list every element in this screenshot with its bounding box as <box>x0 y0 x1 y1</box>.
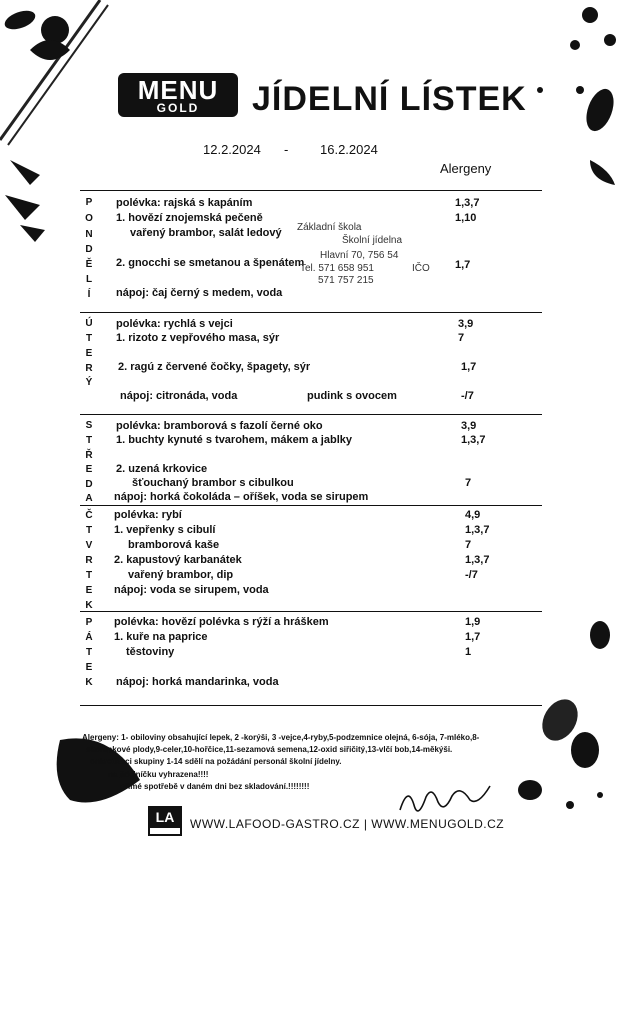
menu-item: polévka: rybí <box>114 509 182 521</box>
school-stamp-line: 571 757 215 <box>318 275 374 286</box>
signature <box>395 780 505 820</box>
allergen-codes: 1 <box>465 646 472 658</box>
day-letter: E <box>85 662 93 673</box>
day-letter: Ú <box>85 318 93 329</box>
allergen-codes: 3,9 <box>458 318 474 330</box>
menu-item: 1. buchty kynuté s tvarohem, mákem a jablky <box>116 434 352 446</box>
allergen-legend-line: Alergeny: 1- obiloviny obsahující lepek, 2 -korýši, 3 -vejce,4-ryby,5-podzemnice olejná, 6-sója, 7-mléko,8- <box>82 733 480 742</box>
menu-item: 2. kapustový karbanátek <box>114 554 242 566</box>
menu-item: 1. vepřenky s cibulí <box>114 524 216 536</box>
allergen-codes: 1,10 <box>455 212 477 224</box>
day-letter: E <box>85 585 93 596</box>
day-letter: Á <box>85 632 93 643</box>
allergen-legend-line: onkretizaci skupiny 1-14 sdělí na požádání personál školní jídelny. <box>90 757 342 766</box>
day-letter: T <box>85 435 93 446</box>
school-stamp-line: IČO <box>412 263 430 274</box>
menu-item: nápoj: voda se sirupem, voda <box>114 584 269 596</box>
menu-item: 1. hovězí znojemská pečeně <box>116 212 263 224</box>
day-divider <box>80 705 542 706</box>
date-to: 16.2.2024 <box>320 142 378 157</box>
allergen-codes: 1,7 <box>461 361 477 373</box>
menu-item: těstoviny <box>126 646 175 658</box>
day-letter: K <box>85 600 93 611</box>
menu-item: nápoj: čaj černý s medem, voda <box>116 287 283 299</box>
allergens-header: Alergeny <box>440 161 492 176</box>
menu-item: nápoj: citronáda, voda <box>120 390 238 402</box>
school-stamp-line: Hlavní 70, 756 54 <box>320 250 399 261</box>
decorative-beans-right <box>500 620 622 850</box>
school-stamp-line: Základní škola <box>297 222 362 233</box>
menu-item: 1. kuře na paprice <box>114 631 208 643</box>
day-letter: Ě <box>85 259 93 270</box>
allergen-legend-line: přímé spotřebě v daném dni bez skladování.!!!!!!!! <box>120 782 310 791</box>
footer-websites: WWW.LAFOOD-GASTRO.CZ | WWW.MENUGOLD.CZ <box>190 817 505 831</box>
allergen-legend-line: na jídelníčku vyhrazena!!!! <box>108 770 209 779</box>
day-letter: E <box>85 464 93 475</box>
day-letter: Ý <box>85 377 93 388</box>
day-letter: D <box>85 479 93 490</box>
la-logo-bar <box>150 828 180 834</box>
menu-item: polévka: rychlá s vejci <box>116 318 233 330</box>
menu-item: nápoj: horká mandarinka, voda <box>116 676 279 688</box>
menu-item: vařený brambor, salát ledový <box>130 227 282 239</box>
day-divider <box>80 312 542 313</box>
date-from: 12.2.2024 <box>203 142 261 157</box>
page-title: JÍDELNÍ LÍSTEK <box>252 80 527 118</box>
day-letter: T <box>85 525 93 536</box>
la-food-logo <box>148 806 182 836</box>
allergen-codes: 1,3,7 <box>465 554 490 566</box>
menu-item: 2. ragú z červené čočky, špagety, sýr <box>118 361 311 373</box>
allergen-codes: 1,7 <box>465 631 481 643</box>
decorative-spices-top-right <box>520 0 622 220</box>
menu-item: polévka: rajská s kapáním <box>116 197 253 209</box>
day-letter: O <box>85 213 93 224</box>
allergen-codes: -/7 <box>461 390 474 402</box>
day-letter: S <box>85 420 93 431</box>
allergen-codes: 1,7 <box>455 259 471 271</box>
menu-item: bramborová kaše <box>128 539 220 551</box>
allergen-codes: 4,9 <box>465 509 481 521</box>
menu-item: pudink s ovocem <box>307 390 397 402</box>
menu-item: vařený brambor, dip <box>128 569 234 581</box>
day-letter: T <box>85 647 93 658</box>
day-letter: P <box>85 617 93 628</box>
logo-gold-text: GOLD <box>156 101 200 115</box>
allergen-codes: 1,3,7 <box>465 524 490 536</box>
day-letter: L <box>85 274 93 285</box>
day-letter: V <box>85 540 93 551</box>
decorative-spices-top-left <box>0 0 110 150</box>
day-letter: K <box>85 677 93 688</box>
day-letter: T <box>85 570 93 581</box>
day-divider <box>80 414 542 415</box>
school-stamp-line: Školní jídelna <box>342 235 403 246</box>
day-letter: R <box>85 555 93 566</box>
decorative-leaves-left <box>0 150 60 250</box>
allergen-legend-line: skořápkové plody,9-celer,10-hořčice,11-sezamová semena,12-oxid siřičitý,13-vlčí bob,14-měkýši. <box>86 745 453 754</box>
day-letter: Í <box>87 289 91 300</box>
allergen-codes: 7 <box>465 539 472 551</box>
menu-item: polévka: hovězí polévka s rýží a hráškem <box>114 616 329 628</box>
allergen-codes: 7 <box>458 332 465 344</box>
day-letter: Ř <box>85 450 93 461</box>
day-divider <box>80 505 542 506</box>
allergen-codes: 1,3,7 <box>461 434 486 446</box>
menu-item: 2. gnocchi se smetanou a špenátem <box>116 257 305 269</box>
menu-item: šťouchaný brambor s cibulkou <box>132 477 294 489</box>
allergen-codes: -/7 <box>465 569 478 581</box>
date-separator: - <box>284 142 289 157</box>
day-letter: A <box>85 493 93 504</box>
allergen-codes: 3,9 <box>461 420 477 432</box>
day-letter: Č <box>85 510 93 521</box>
day-divider <box>80 190 542 191</box>
day-letter: P <box>85 197 93 208</box>
la-logo-text: LA <box>155 809 175 825</box>
logo-menu-text: MENU <box>137 75 219 105</box>
allergen-codes: 7 <box>465 477 472 489</box>
day-letter: N <box>85 229 93 240</box>
allergen-codes: 1,3,7 <box>455 197 480 209</box>
day-letter: D <box>85 244 93 255</box>
school-stamp-line: Tel. 571 658 951 <box>300 263 374 274</box>
day-letter: E <box>85 348 93 359</box>
menu-item: polévka: bramborová s fazolí černé oko <box>116 420 323 432</box>
day-letter: R <box>85 363 93 374</box>
menu-item: nápoj: horká čokoláda – oříšek, voda se sirupem <box>114 491 369 503</box>
menu-item: 1. rizoto z vepřového masa, sýr <box>116 332 280 344</box>
day-letter: T <box>85 333 93 344</box>
menu-gold-logo <box>118 73 238 117</box>
day-divider <box>80 611 542 612</box>
menu-item: 2. uzená krkovice <box>116 463 208 475</box>
allergen-codes: 1,9 <box>465 616 481 628</box>
